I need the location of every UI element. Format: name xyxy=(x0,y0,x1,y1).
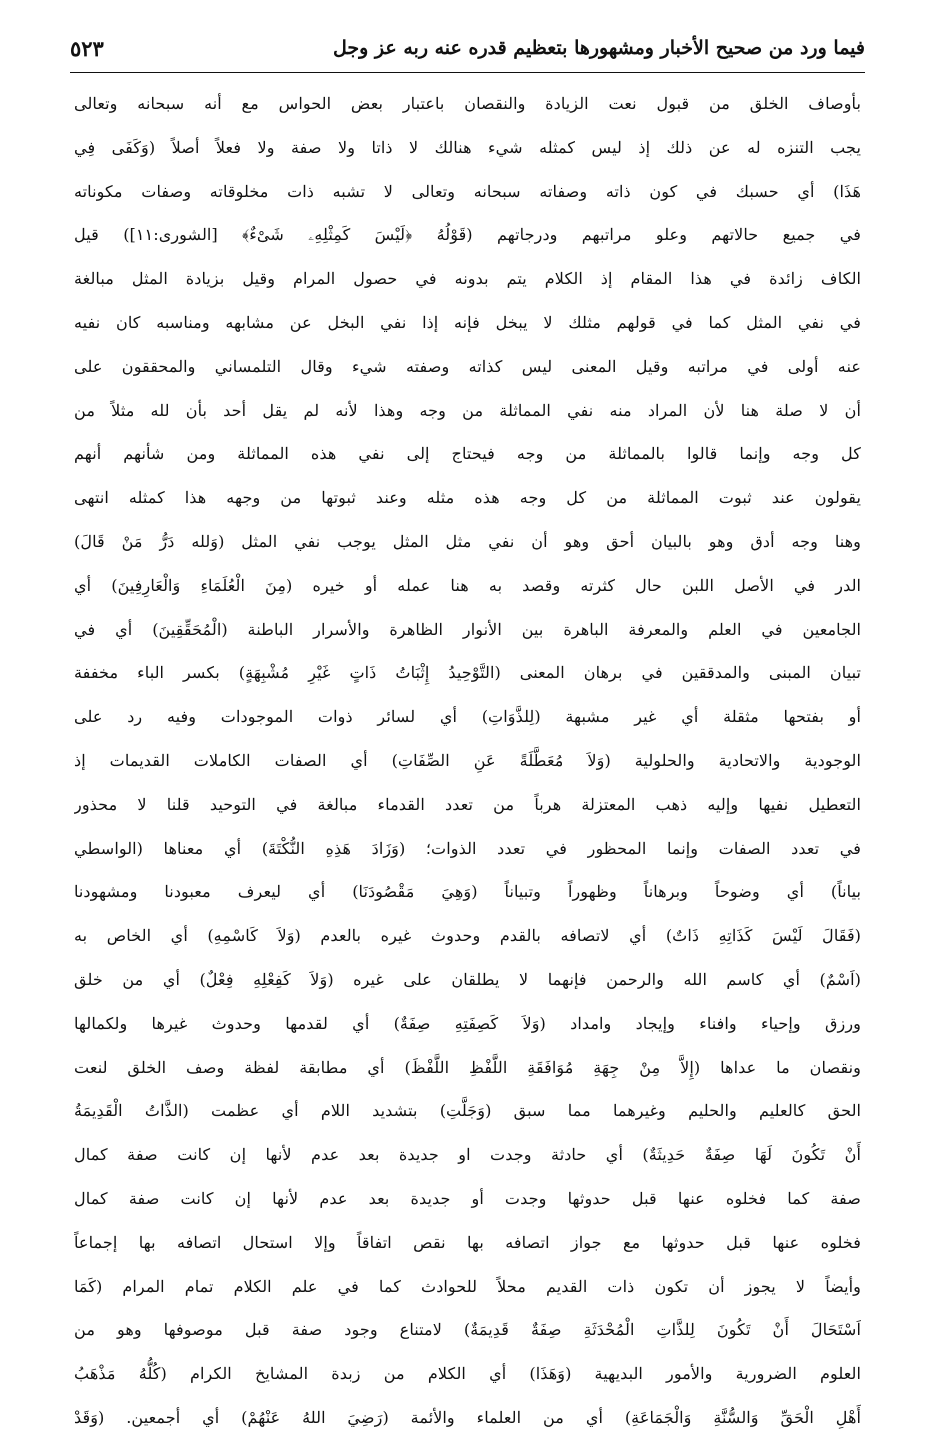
text-line: الدر في الأصل اللبن حال كثرته وقصد به هنا عمله أو خيره (مِنَ الْعُلَمَاءِ وَالْعَارِفِينَ) أي xyxy=(74,575,861,595)
text-line: في جميع حالاتهم وعلو مراتبهم ودرجاتهم (قَوْلُهُ ﴿لَيْسَ كَمِثْلِهِۦ شَىْءٌ﴾ [الشورى:١١]) قيل xyxy=(74,225,861,245)
text-line: هَذَا) أي حسبك في كون ذاته وصفاته سبحانه وتعالى لا تشبه ذات مخلوقاته وصفات مكوناته xyxy=(74,181,861,201)
text-line: صفة كما فخلوه عنها قبل حدوثها وجدت أو جديدة بعد عدم لأنها إن كانت صفة كمال xyxy=(74,1188,861,1208)
header-divider xyxy=(70,72,865,73)
text-line: الجامعين في العلم والمعرفة الباهرة بين الأنوار الظاهرة والأسرار الباطنة (الْمُحَقِّقِينَ) أي في xyxy=(74,619,861,639)
text-line: يجب التنزه له عن ذلك إذ ليس كمثله شيء هنالك لا ذاتا ولا صفة ولا فعلاً أصلاً (وَكَفَى فِي xyxy=(74,137,861,157)
text-line: (اَسْمٌ) أي كاسم الله والرحمن فإنهما لا يطلقان على غيره (وَلاَ كَفِعْلِهِ فِعْلٌ) أي من خلق xyxy=(74,969,861,989)
body-text xyxy=(74,82,861,1440)
running-title: فيما ورد من صحيح الأخبار ومشهورها بتعظيم قدره عنه ربه عز وجل xyxy=(333,37,865,59)
text-line: تبيان المبنى والمدققين في برهان المعنى (التَّوْحِيدُ إِثْبَاتُ ذَاتٍ غَيْرِ مُشْبِهَةٍ) بكسر الباء مخففة xyxy=(74,663,861,683)
text-line: (فَقَالَ لَيْسَ كَذَاتِهِ ذَاتٌ) أي لاتصافه بالقدم وحدوث غيره بالعدم (وَلاَ كَاسْمِهِ) أي الخاص به xyxy=(74,926,861,946)
text-line: الكاف زائدة في هذا المقام إذ الكلام يتم بدونه في حصول المرام وقيل بزيادة المثل مبالغة xyxy=(74,269,861,289)
page-header xyxy=(70,28,865,68)
text-line: أو بفتحها مثقلة أي غير مشبهة (لِلذَّوَاتِ) أي لسائر ذوات الموجودات وفيه رد على xyxy=(74,707,861,727)
text-line: في تعدد الصفات وإنما المحظور في تعدد الذوات؛ (وَزَادَ هَذِهِ النُّكْتَةَ) أي معناها (الواسطي xyxy=(74,838,861,858)
text-line: في نفي المثل كما في قولهم مثلك لا يبخل فإنه إذا نفي البخل عن مشابهه ومناسبه كان نفيه xyxy=(74,312,861,332)
text-line: الحق كالعليم والحليم وغيرهما مما سبق (وَجَلَّتِ) بتشديد اللام أي عظمت (الذَّاتُ الْقَدِيمَةُ xyxy=(74,1101,861,1121)
text-line: وأيضاً لا يجوز أن تكون ذات القديم محلاً للحوادث كما في علم الكلام تمام المرام (كَمَا xyxy=(74,1276,861,1296)
text-line: أَنْ تَكُونَ لَهَا صِفَةٌ حَدِيثَةٌ) أي حادثة وجدت او جديدة بعد عدم لأنها إن كانت صفة كمال xyxy=(74,1145,861,1165)
text-line: أن لا صلة هنا لأن المراد منه نفي المماثلة من وجه وهذا لأنه لم يقل أحد بأن لله مثلاً من xyxy=(74,400,861,420)
text-line: عنه أولى في مراتبه وقيل المعنى ليس كذاته وصفته شيء وقال التلمساني والمحققون على xyxy=(74,356,861,376)
text-line: أَهْلِ الْحَقِّ وَالسُّنَّةِ وَالْجَمَاعَةِ) أي من العلماء والأئمة (رَضِيَ اللهُ عَنْهُمْ) أي أجمعين. (وَقَدْ xyxy=(74,1407,861,1427)
text-line: بأوصاف الخلق من قبول نعت الزيادة والنقصان باعتبار بعض الحواس مع أنه سبحانه وتعالى xyxy=(74,94,861,113)
text-line: ونقصان ما عداها (إِلاَّ مِنْ جِهَةِ مُوَافَقَةِ اللَّفْظِ اللَّفْظَ) أي مطابقة لفظة وصف الخلق لنعت xyxy=(74,1057,861,1077)
text-line: وهنا وجه أدق وهو بالبيان أحق وهو أن نفي مثل المثل يوجب نفي المثل (وَلله دَرُّ مَنْ قَالَ) xyxy=(74,531,861,551)
text-line: بياناً) أي وضوحاً وبرهاناً وظهوراً وتبياناً (وَهِيَ مَقْصُودَنَا) أي ليعرف معبودنا ومشهودنا xyxy=(74,882,861,902)
text-line: اَسْتَحَالَ أَنْ تَكُونَ لِلذَّاتِ الْمُحْدَثَةِ صِفَةٌ قَدِيمَةٌ) لامتناع وجود صفة قبل موصوفها وهو من xyxy=(74,1320,861,1340)
text-line: التعطيل نفيها وإليه ذهب المعتزلة هرباً من تعدد القدماء مبالغة في التوحيد قلنا لا محذور xyxy=(74,794,861,814)
text-line: الوجودية والاتحادية والحلولية (وَلاَ مُعَطَّلَةً عَنِ الصِّفَاتِ) أي الصفات الكاملات القديمات إذ xyxy=(74,750,861,770)
text-line: العلوم الضرورية والأمور البديهية (وَهَذَا) أي الكلام من زبدة المشايخ الكرام (كُلُّهُ مَذْهَبُ xyxy=(74,1364,861,1384)
text-line: فخلوه عنها قبل حدوثها مع جواز اتصافه بها نقص اتفاقاً وإلا استحال اتصافه بها إجماعاً xyxy=(74,1232,861,1252)
page-number: ٥٢٣ xyxy=(70,35,104,61)
text-line: يقولون عند ثبوت المماثلة من كل وجه هذه مثله وعند ثبوتها من وجهه هذا كمثله انتهى xyxy=(74,488,861,508)
text-line: كل وجه وإنما قالوا بالمماثلة من وجه فيحتاج إلى نفي هذه المماثلة ومن شأنهم أنهم xyxy=(74,444,861,464)
text-line: ورزق وإحياء وافناء وإيجاد وامداد (وَلاَ كَصِفَتِهِ صِفَةٌ) أي لقدمها وحدوث غيرها ولكمالها xyxy=(74,1013,861,1033)
